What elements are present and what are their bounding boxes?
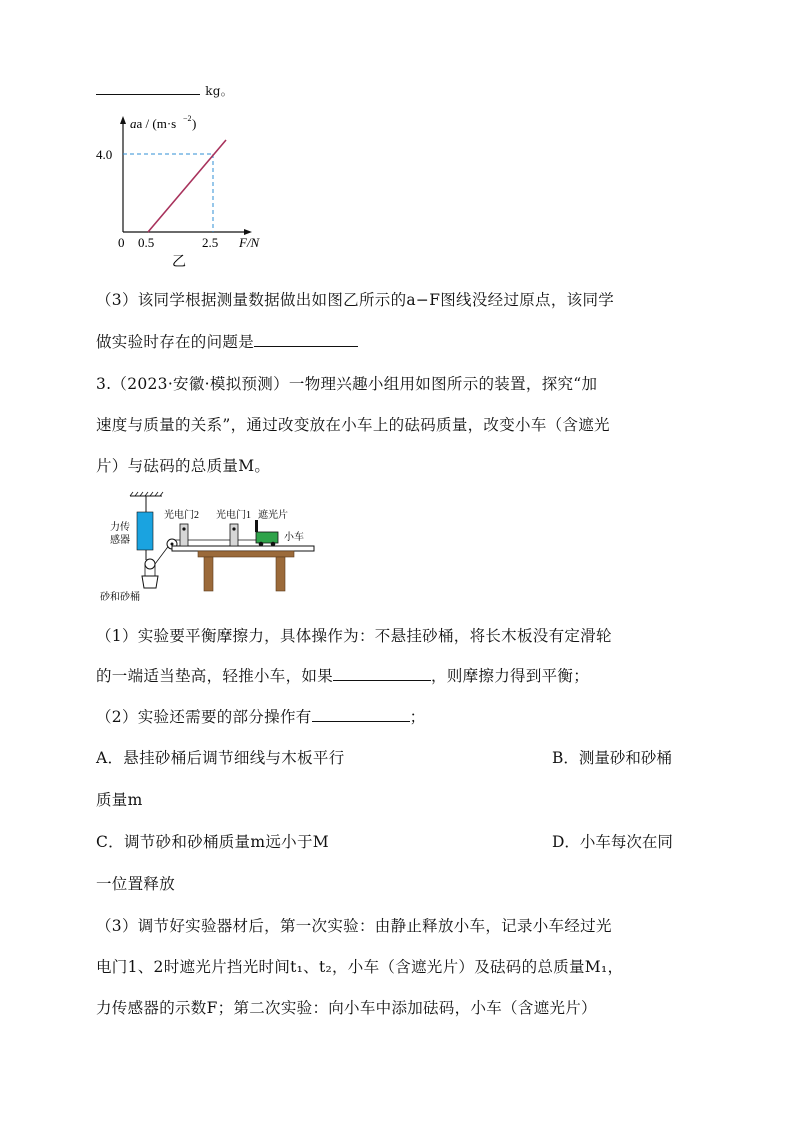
answer-blank (333, 666, 431, 681)
table-top (198, 551, 294, 557)
x-axis-label: F/N (239, 235, 260, 250)
photogate-1 (230, 524, 238, 546)
sand-bucket (142, 576, 158, 588)
problem3-line2: 速度与质量的关系”，通过改变放在小车上的砝码质量，改变小车（含遮光 (96, 416, 610, 434)
prev-q3-line1: （3）该同学根据测量数据做出如图乙所示的a−F图线没经过原点，该同学 (96, 291, 615, 309)
long-board (172, 546, 314, 551)
q1-line1: （1）实验要平衡摩擦力，具体操作为：不悬挂砂桶，将长木板没有定滑轮 (96, 627, 612, 645)
label-cart: 小车 (284, 532, 304, 543)
cart (256, 532, 278, 543)
answer-line-kg (96, 80, 233, 99)
ceiling-hatch (130, 492, 163, 496)
answer-blank (96, 80, 200, 95)
option-b-cont: 质量m (96, 791, 143, 809)
y-axis-label: aa / (m·s (130, 116, 177, 131)
y-axis-arrow (120, 116, 126, 124)
x-tick-0: 0 (118, 235, 125, 250)
q2-line (96, 705, 425, 727)
unit-kg: kg。 (205, 84, 234, 98)
option-b: B．测量砂和砂桶 (552, 749, 672, 767)
problem3-line1: 3.（2023·安徽·模拟预测）一物理兴趣小组用如图所示的装置，探究“加 (96, 375, 598, 393)
label-gate1: 光电门1 (216, 510, 251, 521)
x-tick-2-5: 2.5 (202, 235, 219, 250)
graph-caption: 乙 (172, 255, 186, 270)
light-shade (255, 520, 258, 532)
photogate-2 (180, 524, 188, 546)
y-tick-4: 4.0 (96, 147, 113, 162)
q1-line2-start: 的一端适当垫高，轻推小车，如果 (96, 667, 334, 685)
table-leg-right (276, 557, 285, 591)
apparatus-diagram (100, 492, 320, 602)
x-tick-0-5: 0.5 (138, 235, 155, 250)
y-axis-label-close: ) (192, 116, 197, 131)
y-axis-label-exp: −2 (183, 114, 192, 123)
label-bucket: 砂和砂桶 (100, 592, 140, 603)
prev-q3-line2-text: 做实验时存在的问题是 (96, 333, 255, 351)
q3-line2: 电门1、2时遮光片挡光时间t₁、t₂，小车（含遮光片）及砝码的总质量M₁， (96, 958, 624, 976)
label-shade: 遮光片 (258, 510, 288, 521)
answer-blank (312, 707, 410, 722)
force-sensor (137, 512, 153, 550)
q1-line2-end: ，则摩擦力得到平衡； (431, 667, 590, 685)
option-a: A．悬挂砂桶后调节细线与木板平行 (96, 749, 345, 767)
label-sensor-2: 感器 (110, 535, 130, 546)
q1-line2 (96, 664, 589, 686)
q3-line3: 力传感器的示数F；第二次实验：向小车中添加砝码，小车（含遮光片） (96, 999, 597, 1017)
table-leg-left (204, 557, 213, 591)
option-c: C．调节砂和砂桶质量m远小于M (96, 833, 329, 851)
q2-text: （2）实验还需要的部分操作有 (96, 708, 312, 726)
bucket-pulley (145, 559, 155, 569)
option-d: D．小车每次在同 (552, 833, 673, 851)
answer-blank (254, 332, 358, 347)
q3-line1: （3）调节好实验器材后，第一次实验：由静止释放小车，记录小车经过光 (96, 917, 612, 935)
label-sensor-1: 力传 (110, 522, 130, 533)
graph-yi (96, 112, 280, 272)
problem3-line3: 片）与砝码的总质量M。 (96, 457, 271, 475)
prev-q3-line2 (96, 330, 358, 352)
option-d-cont: 一位置释放 (96, 875, 176, 893)
label-gate2: 光电门2 (164, 510, 199, 521)
q2-end: ； (409, 708, 426, 726)
